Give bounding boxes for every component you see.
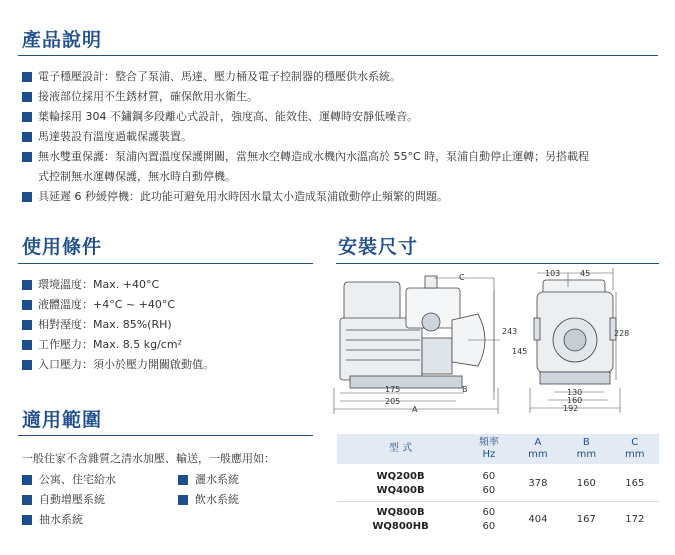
feature-item: 葉輪採用 304 不鏽鋼多段離心式設計，強度高、能效佳、運轉時安靜低噪音。 [22, 107, 662, 127]
table-row [337, 470, 659, 484]
model-cell: WQ800B [376, 507, 425, 518]
b-cell: 160 [576, 478, 596, 489]
dim-label-130: 130 [567, 388, 583, 397]
application-item: 灑水系統 [178, 472, 239, 488]
c-cell: 165 [625, 478, 645, 489]
dim-label-243: 243 [502, 327, 518, 336]
application-item: 公寓、住宅給水 [22, 472, 116, 488]
dim-label-c: C [459, 273, 465, 282]
feature-item-continued: 式控制無水運轉保護，無水時自動停機。 [38, 170, 236, 183]
header-b: B mm [562, 434, 610, 464]
model-cell: WQ400B [376, 485, 425, 496]
a-cell: 404 [528, 514, 548, 525]
freq-cell: 60 [482, 471, 496, 482]
model-cell: WQ800HB [372, 521, 429, 532]
c-cell: 172 [625, 514, 645, 525]
dimension-table [337, 434, 659, 534]
dim-label-145: 145 [512, 347, 528, 356]
application-item: 自動增壓系統 [22, 492, 105, 508]
freq-cell: 60 [482, 485, 496, 496]
conditions-heading: 使用條件 [22, 236, 103, 258]
table-header-row [337, 434, 659, 464]
header-model: 型 式 [337, 434, 464, 464]
feature-item: 具延遲 6 秒緩停機：此功能可避免用水時因水量太小造成泵浦啟動停止頻繁的問題。 [22, 187, 662, 207]
application-item: 飲水系統 [178, 492, 239, 508]
feature-item: 無水雙重保護：泵浦內置溫度保護開關，當無水空轉造成水機內水溫高於 55°C 時，泵浦自動停止運轉；另搭載程 [22, 147, 662, 167]
dim-label-228: 228 [614, 329, 630, 338]
dim-label-175: 175 [385, 385, 401, 394]
product-heading: 產品說明 [22, 29, 103, 51]
feature-item: 接液部位採用不生銹材質，確保飲用水衛生。 [22, 87, 662, 107]
application-item: 抽水系統 [22, 512, 83, 528]
applications-heading: 適用範圍 [22, 409, 103, 431]
pump-front-view-illustration [534, 280, 616, 384]
pump-side-view-illustration [340, 276, 485, 388]
condition-item: 相對溼度：Max. 85%(RH) [22, 315, 317, 335]
header-frequency: 頻率 Hz [464, 434, 514, 464]
condition-item: 液體溫度：+4°C ~ +40°C [22, 295, 317, 315]
condition-item: 工作壓力：Max. 8.5 kg/cm² [22, 335, 317, 355]
condition-item: 環境溫度：Max. +40°C [22, 275, 317, 295]
feature-item: 電子穩壓設計：整合了泵浦、馬達、壓力桶及電子控制器的穩壓供水系統。 [22, 67, 662, 87]
condition-item: 入口壓力：須小於壓力開關啟動值。 [22, 355, 317, 375]
header-c: C mm [611, 434, 659, 464]
a-cell: 378 [528, 478, 548, 489]
dim-label-160: 160 [567, 396, 583, 405]
feature-item: 馬達裝設有溫度過載保護裝置。 [22, 127, 662, 147]
dim-label-103: 103 [545, 269, 561, 278]
table-row [337, 506, 659, 520]
b-cell: 167 [576, 514, 596, 525]
dim-label-45: 45 [580, 269, 591, 278]
model-cell: WQ200B [376, 471, 425, 482]
dim-label-192: 192 [563, 404, 579, 413]
freq-cell: 60 [482, 521, 496, 532]
dim-label-b: B [462, 385, 468, 394]
installation-heading: 安裝尺寸 [338, 236, 419, 258]
applications-intro: 一般住家不含雜質之清水加壓、輸送，一般應用如： [22, 452, 275, 465]
dim-label-205: 205 [385, 397, 401, 406]
header-a: A mm [514, 434, 562, 464]
freq-cell: 60 [482, 507, 496, 518]
dim-label-a: A [412, 405, 418, 414]
